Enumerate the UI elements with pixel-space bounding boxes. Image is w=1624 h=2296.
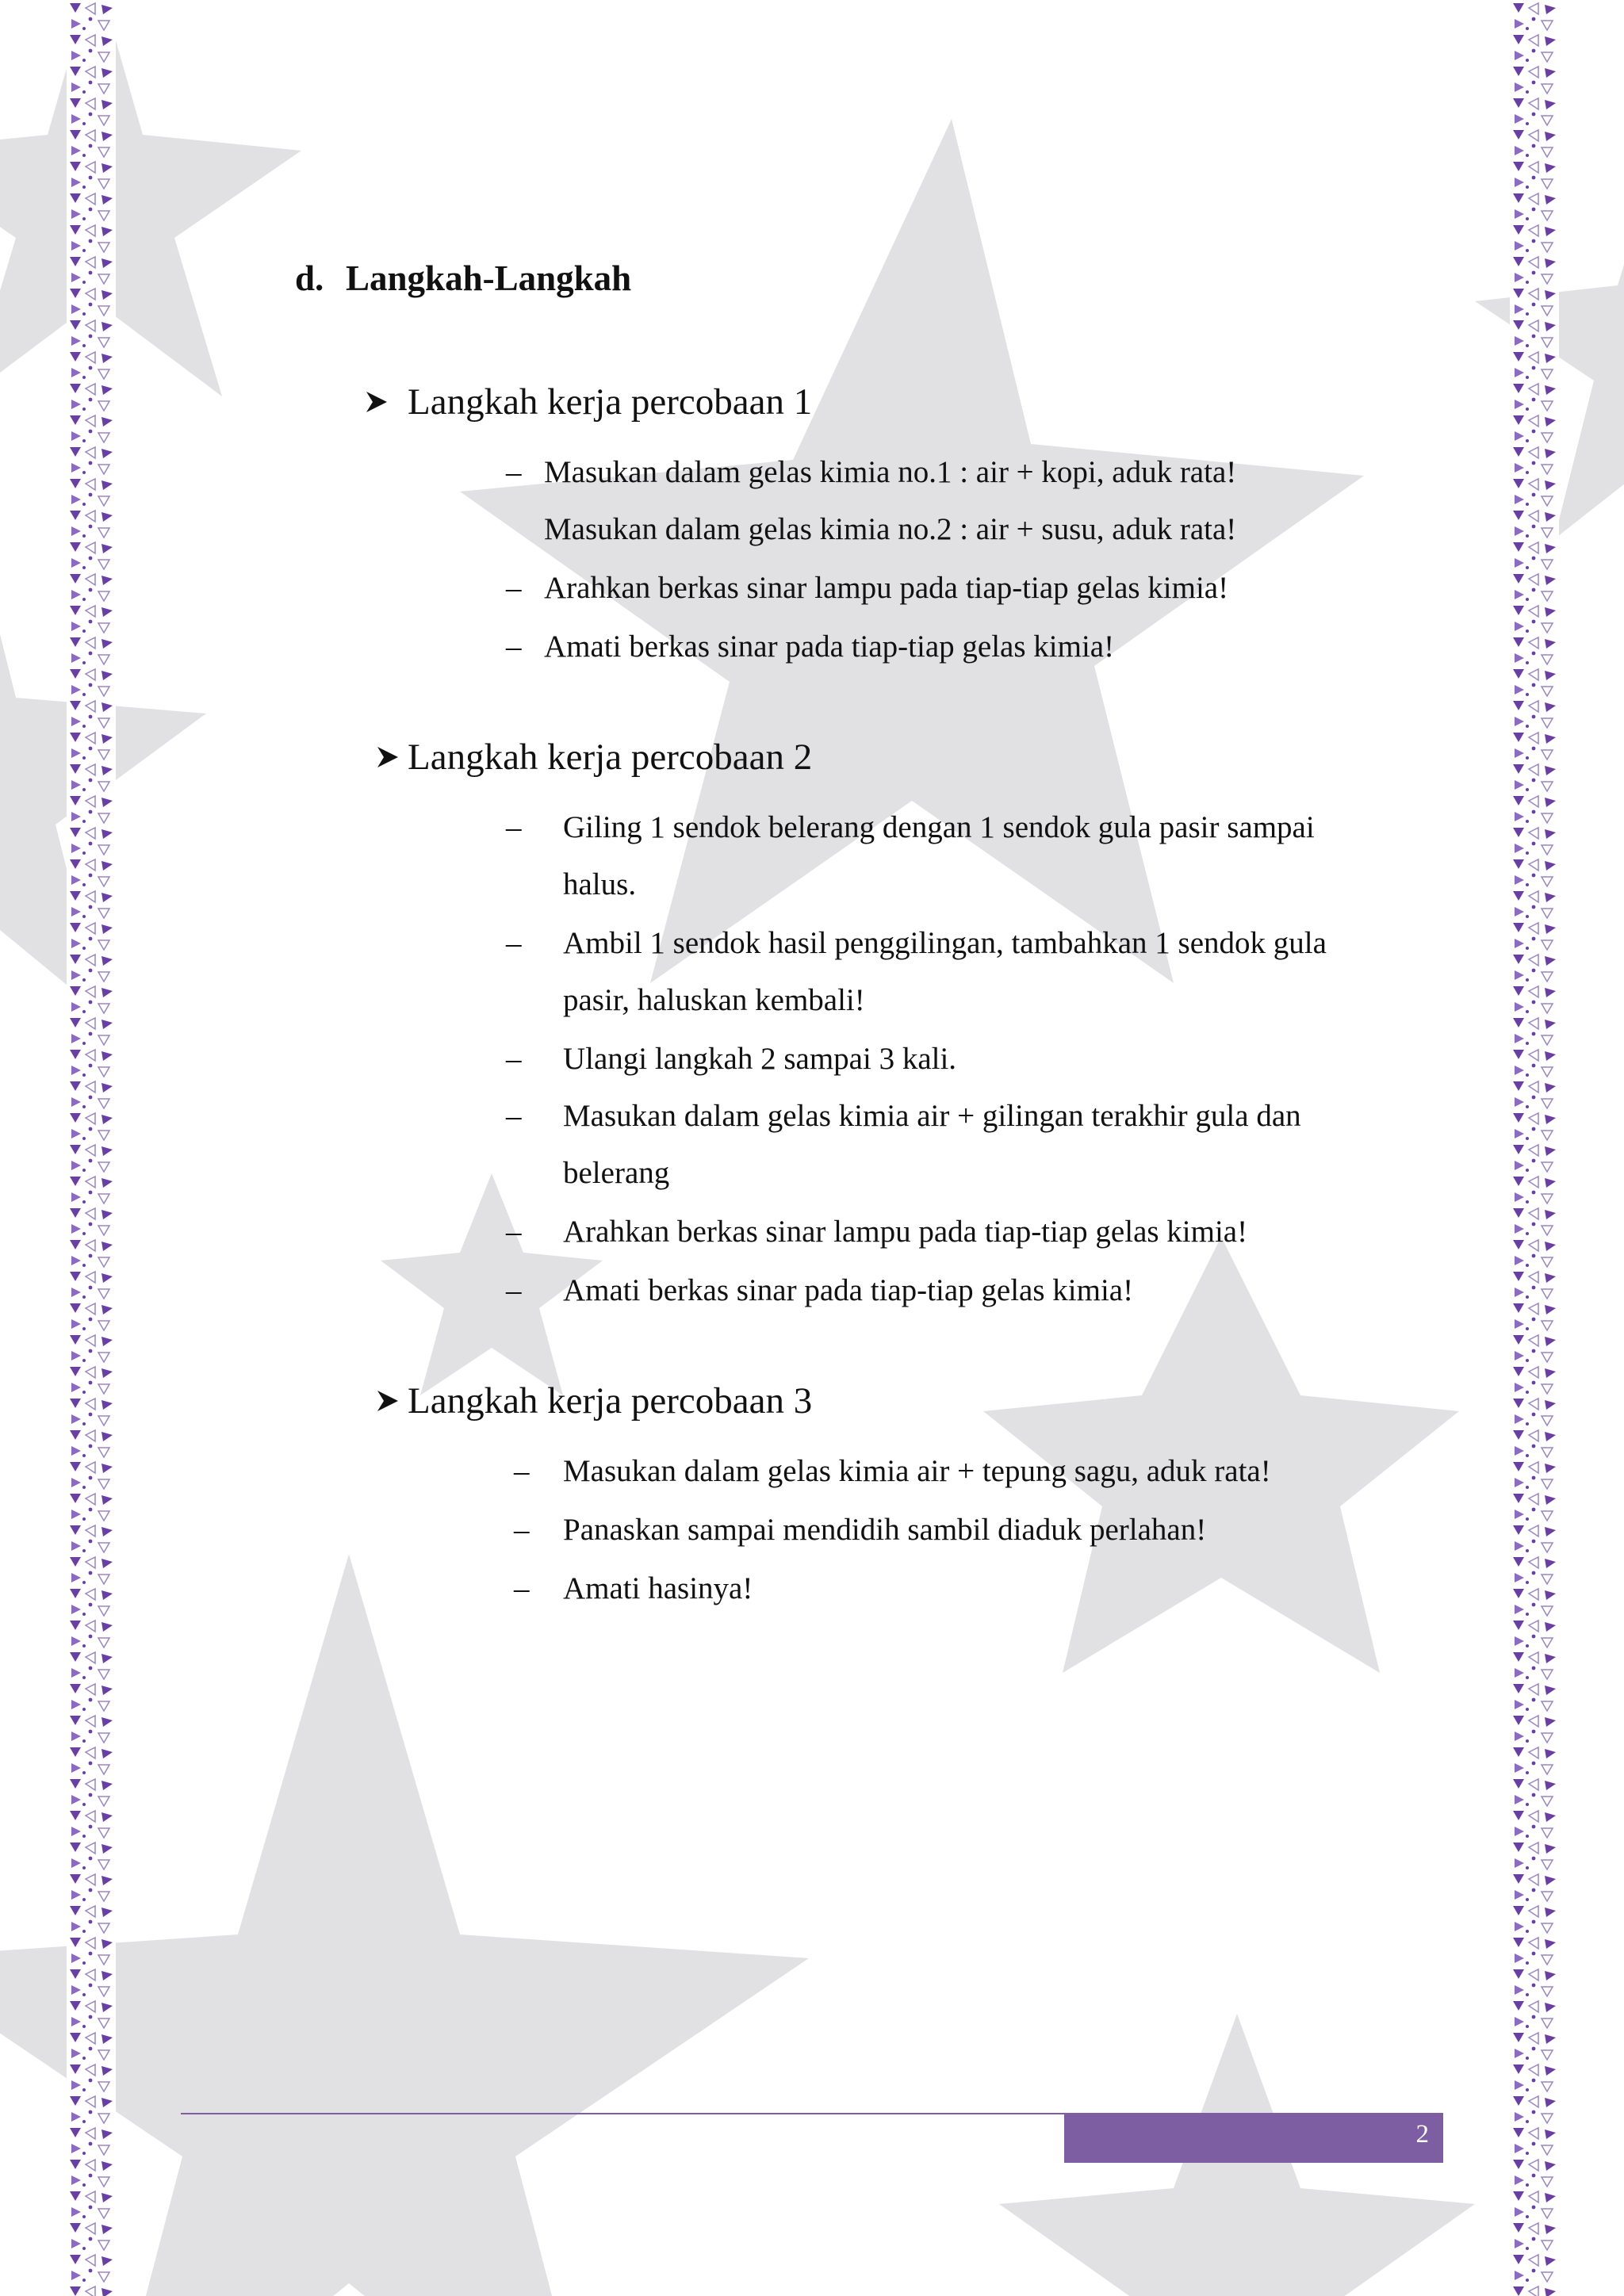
dash-marker: – bbox=[506, 1042, 522, 1076]
step-text: Amati berkas sinar pada tiap-tiap gelas kimia! bbox=[563, 1273, 1134, 1307]
dash-marker: – bbox=[506, 810, 522, 844]
step-text: Masukan dalam gelas kimia air + tepung sagu, aduk rata! bbox=[563, 1454, 1271, 1488]
dash-marker: – bbox=[514, 1513, 530, 1547]
arrow-bullet-icon bbox=[371, 741, 408, 773]
step-text: Masukan dalam gelas kimia air + gilingan terakhir gula dan bbox=[563, 1099, 1301, 1133]
dash-marker: – bbox=[506, 926, 522, 960]
step-text: Amati berkas sinar pada tiap-tiap gelas kimia! bbox=[544, 629, 1115, 664]
dash-marker: – bbox=[506, 1099, 522, 1133]
section-title: Langkah-Langkah bbox=[346, 258, 632, 298]
arrow-bullet-icon bbox=[371, 1385, 408, 1417]
step-text: pasir, haluskan kembali! bbox=[563, 983, 865, 1017]
dash-marker: – bbox=[506, 1273, 522, 1307]
section-number: d. bbox=[295, 258, 324, 298]
experiment-2-heading bbox=[371, 736, 812, 779]
step-text: Arahkan berkas sinar lampu pada tiap-tiap gelas kimia! bbox=[544, 571, 1229, 605]
dash-marker: – bbox=[514, 1571, 530, 1605]
experiment-2-title: Langkah kerja percobaan 2 bbox=[408, 737, 813, 778]
step-text: Arahkan berkas sinar lampu pada tiap-tiap gelas kimia! bbox=[563, 1215, 1248, 1249]
experiment-3-title: Langkah kerja percobaan 3 bbox=[408, 1380, 813, 1422]
step-text: Masukan dalam gelas kimia no.2 : air + susu, aduk rata! bbox=[544, 512, 1237, 546]
step-text: Giling 1 sendok belerang dengan 1 sendok gula pasir sampai bbox=[563, 810, 1315, 844]
dash-marker: – bbox=[506, 629, 522, 664]
step-text: belerang bbox=[563, 1156, 670, 1190]
step-text: Ambil 1 sendok hasil penggilingan, tambahkan 1 sendok gula bbox=[563, 926, 1327, 960]
dash-marker: – bbox=[506, 1215, 522, 1249]
experiment-3-heading bbox=[371, 1380, 812, 1422]
page-number: 2 bbox=[1415, 2120, 1429, 2149]
section-heading bbox=[295, 258, 631, 299]
page-number-box bbox=[1064, 2114, 1443, 2163]
step-text: halus. bbox=[563, 867, 637, 901]
step-text: Amati hasinya! bbox=[563, 1571, 753, 1605]
dash-marker: – bbox=[506, 571, 522, 605]
step-text: Masukan dalam gelas kimia no.1 : air + kopi, aduk rata! bbox=[544, 455, 1237, 489]
experiment-1-title: Langkah kerja percobaan 1 bbox=[408, 381, 813, 423]
dash-marker: – bbox=[506, 455, 522, 489]
step-text: Ulangi langkah 2 sampai 3 kali. bbox=[563, 1042, 957, 1076]
arrow-bullet-icon bbox=[360, 386, 408, 418]
experiment-1-heading bbox=[360, 381, 812, 423]
dash-marker: – bbox=[514, 1454, 530, 1488]
step-text: Panaskan sampai mendidih sambil diaduk perlahan! bbox=[563, 1513, 1207, 1547]
